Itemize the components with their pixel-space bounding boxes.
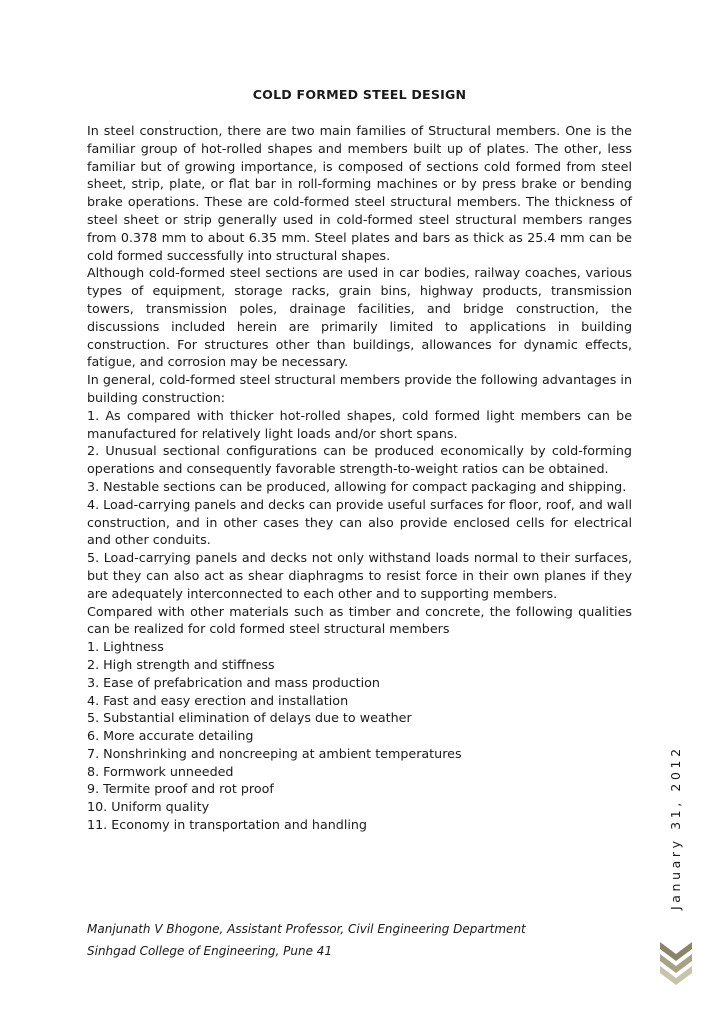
sidebar-date: January 31, 2012 xyxy=(668,745,683,910)
qualities-list xyxy=(87,638,632,834)
list-item: 2. High strength and stiffness xyxy=(87,656,275,672)
advantage-item: 3. Nestable sections can be produced, allowing for compact packaging and shipping. xyxy=(87,478,627,494)
paragraph-uses: Although cold-formed steel sections are used in car bodies, railway coaches, various types of equipment, storage racks, grain bins, highway products, transmission towers, transmission poles, drainage facilities, and bridge construction, the discussions included herein are primarily limited to applications in building construction. For structures other than buildings, allowances for dynamic effects, fatigue, and corrosion may be necessary. xyxy=(87,265,632,370)
advantage-item: 5. Load-carrying panels and decks not only withstand loads normal to their surfaces, but they can also act as shear diaphragms to resist force in their own planes if they are adequately interconnected to each other and to supporting members. xyxy=(87,550,632,601)
footer xyxy=(87,918,526,962)
list-item: 6. More accurate detailing xyxy=(87,728,254,744)
triple-chevron-down-icon xyxy=(658,940,694,988)
list-item: 3. Ease of prefabrication and mass production xyxy=(87,674,380,690)
list-item: 9. Termite proof and rot proof xyxy=(87,781,274,797)
list-item: 10. Uniform quality xyxy=(87,799,210,815)
list-item: 11. Economy in transportation and handling xyxy=(87,817,367,833)
footer-institution: Sinhgad College of Engineering, Pune 41 xyxy=(87,944,333,958)
list-item: 5. Substantial elimination of delays due to weather xyxy=(87,710,412,726)
paragraph-advantages-intro: In general, cold-formed steel structural members provide the following advantages in building construction: xyxy=(87,372,632,405)
advantage-item: 1. As compared with thicker hot-rolled shapes, cold formed light members can be manufactured for relatively light loads and/or short spans. xyxy=(87,407,632,441)
advantage-item: 4. Load-carrying panels and decks can provide useful surfaces for floor, roof, and wall construction, and in other cases they can also provide enclosed cells for electrical and other conduits. xyxy=(87,496,632,548)
list-item: 8. Formwork unneeded xyxy=(87,763,234,779)
document-body xyxy=(87,122,632,834)
list-item: 1. Lightness xyxy=(87,639,164,655)
advantage-item: 2. Unusual sectional configurations can be produced economically by cold-forming operations and consequently favorable strength-to-weight ratios can be obtained. xyxy=(87,443,632,477)
document-title: COLD FORMED STEEL DESIGN xyxy=(252,87,467,102)
footer-author: Manjunath V Bhogone, Assistant Professor, Civil Engineering Department xyxy=(87,922,526,936)
paragraph-qualities-intro: Compared with other materials such as timber and concrete, the following qualities can be realized for cold formed steel structural members xyxy=(87,603,632,637)
list-item: 7. Nonshrinking and noncreeping at ambient temperatures xyxy=(87,745,462,761)
paragraph-intro: In steel construction, there are two main families of Structural members. One is the familiar group of hot-rolled shapes and members built up of plates. The other, less familiar but of growing importance, is composed of sections cold formed from steel sheet, strip, plate, or flat bar in roll-forming machines or by press brake or bending brake operations. These are cold-formed steel structural members. The thickness of steel sheet or strip generally used in cold-formed steel structural members ranges from 0.378 mm to about 6.35 mm. Steel plates and bars as thick as 25.4 mm can be cold formed successfully into structural shapes. xyxy=(87,123,632,263)
list-item: 4. Fast and easy erection and installation xyxy=(87,692,349,708)
